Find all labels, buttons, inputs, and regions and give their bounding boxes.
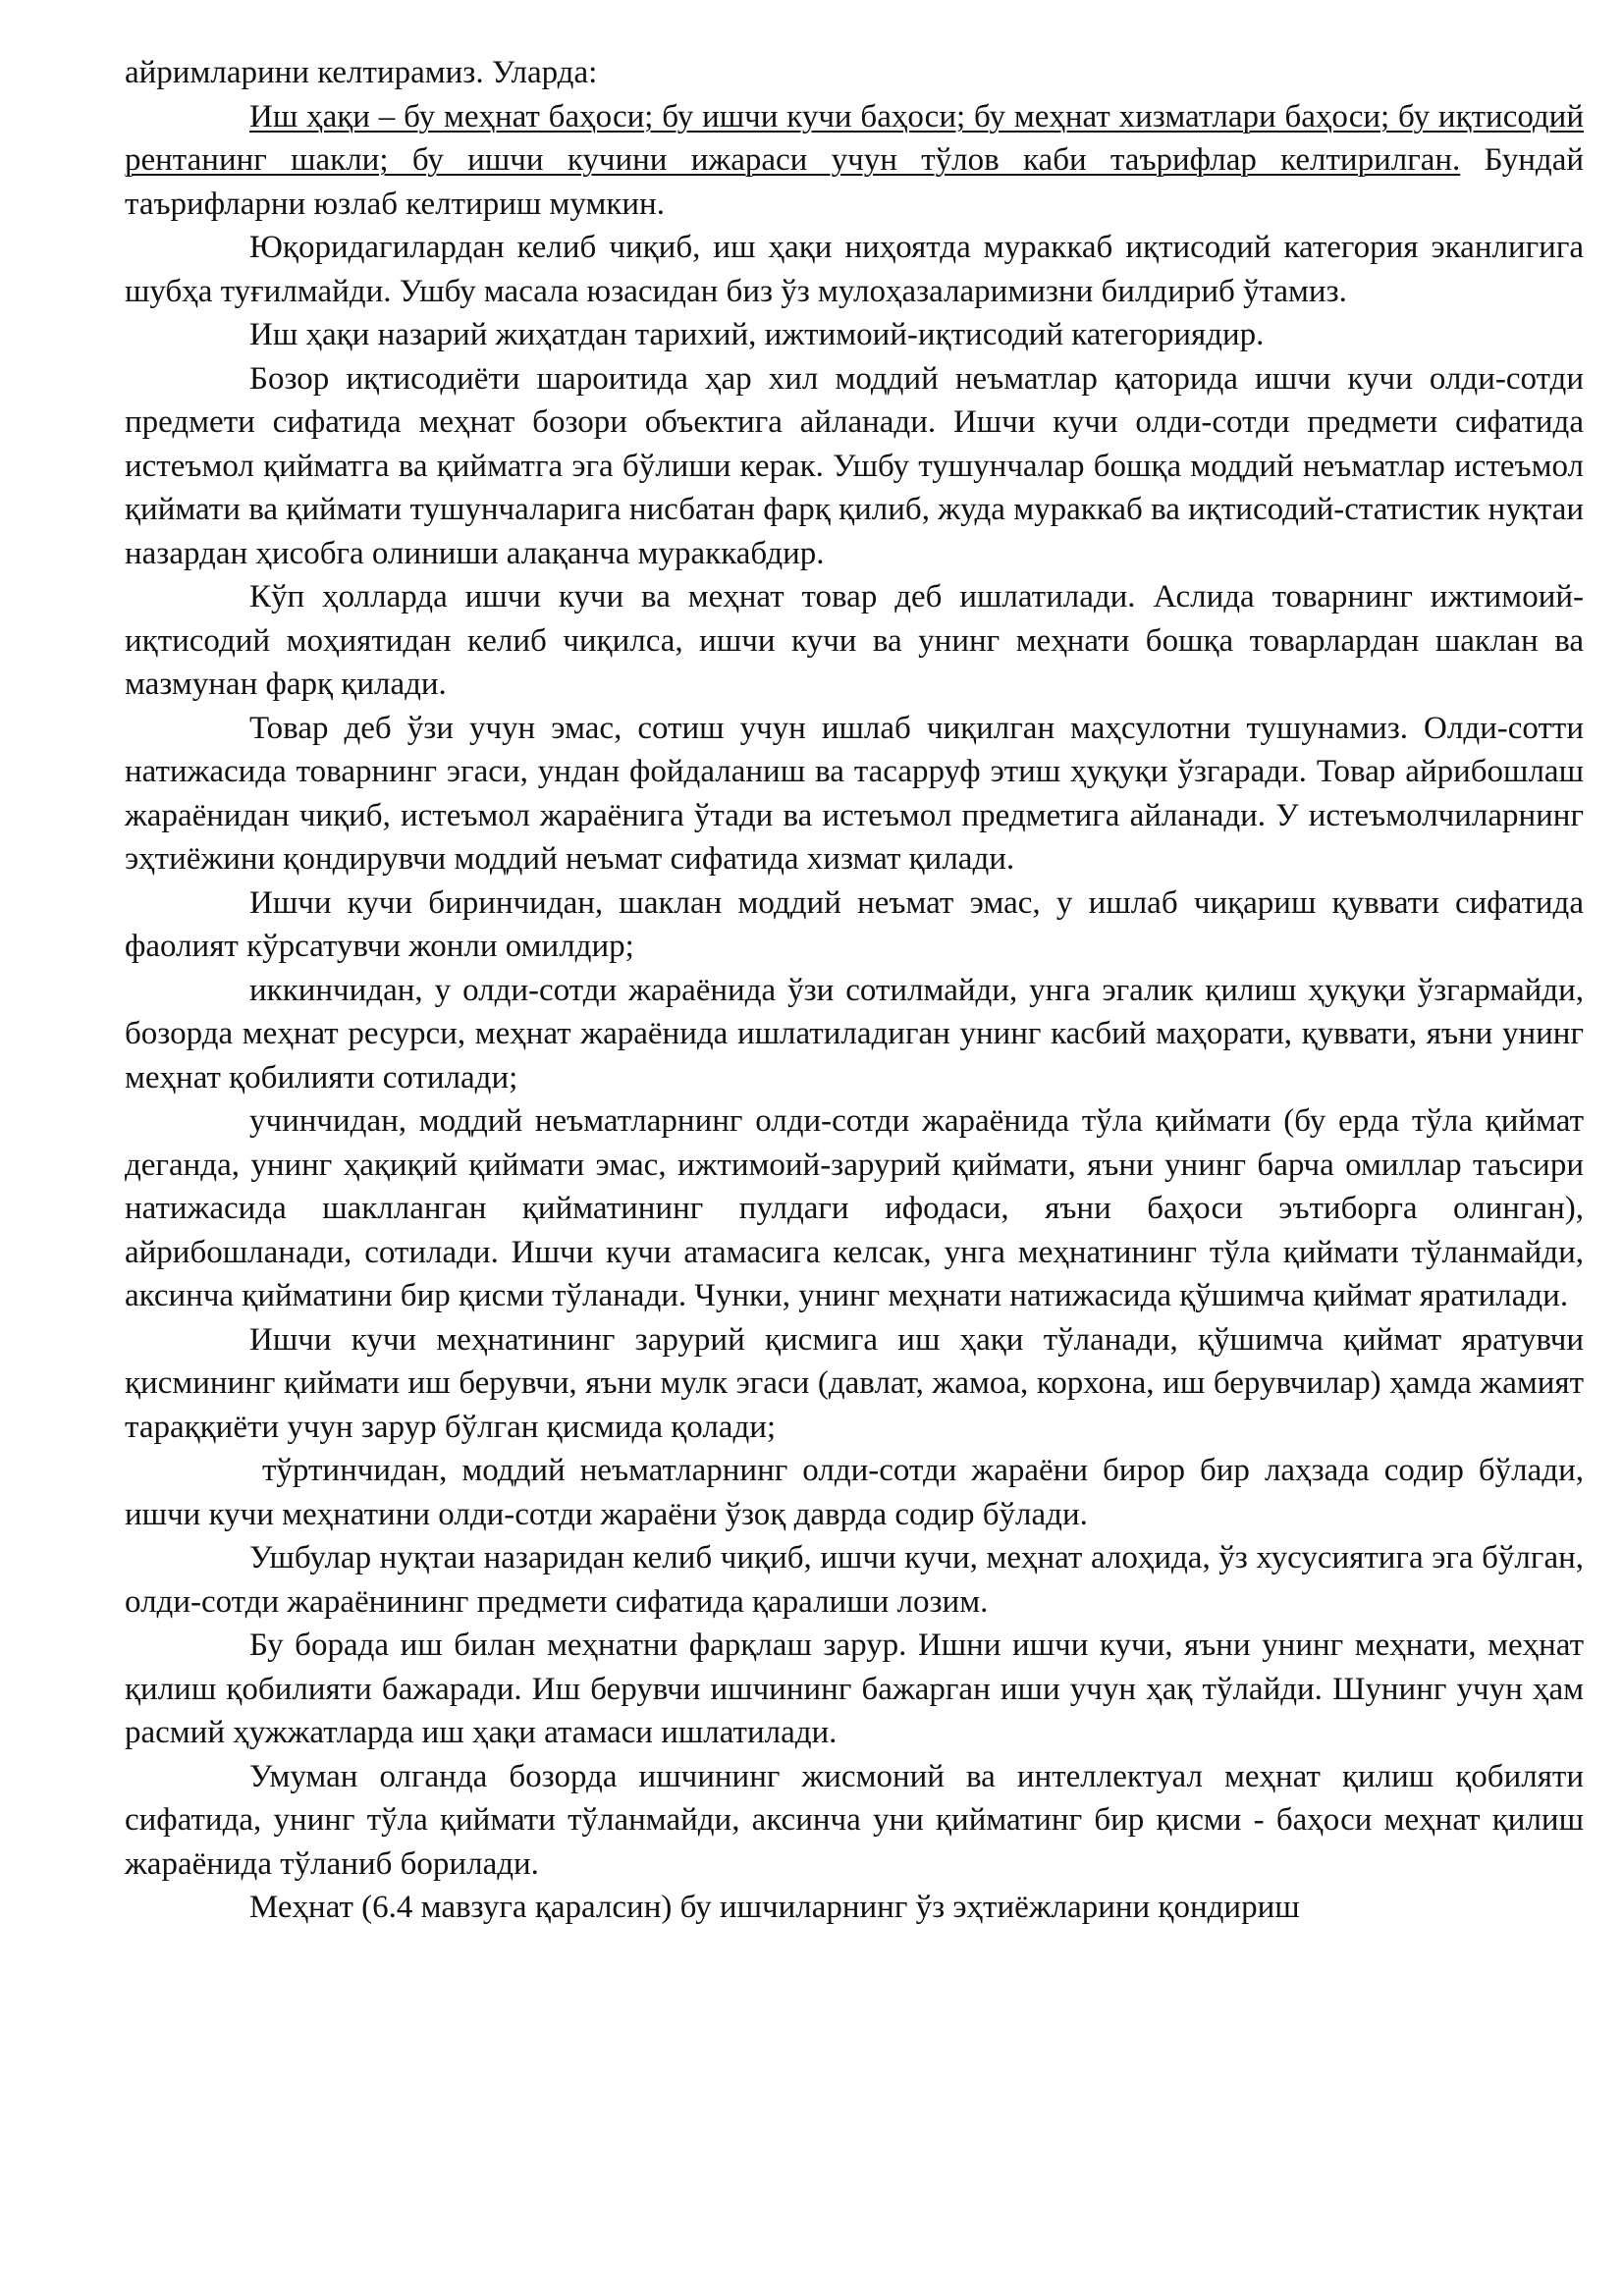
paragraph-14: Умуман олганда бозорда ишчининг жисмоний ва интеллектуал меҳнат қилиш қобиляти сифатида, унинг тўла қиймати тўланмайди, аксинча уни қийматинг бир қисми - баҳоси меҳнат қилиш жараёнида тўланиб борилади.	[125, 1758, 1584, 1882]
paragraph-11: тўртинчидан, моддий неъматларнинг олди-сотди жараёни бирор бир лаҳзада содир бўлади, ишчи кучи меҳнатини олди-сотди жараёни ўзоқ даврда содир бўлади.	[125, 1453, 1584, 1532]
paragraph-intro: айримларини келтирамиз. Уларда:	[125, 55, 598, 90]
paragraph-3: Иш ҳақи назарий жиҳатдан тарихий, ижтимоий-иқтисодий категориядир.	[249, 317, 1265, 352]
paragraph-12: Ушбулар нуқтаи назаридан келиб чиқиб, ишчи кучи, меҳнат алоҳида, ўз хусусиятига эга бўлган, олди-сотди жараёнининг предмети сифатида қаралиши лозим.	[125, 1540, 1584, 1620]
paragraph-5: Кўп ҳолларда ишчи кучи ва меҳнат товар деб ишлатилади. Аслида товарнинг ижтимоий-иқтисодий моҳиятидан келиб чиқилса, ишчи кучи ва унинг меҳнати бошқа товарлардан шаклан ва мазмунан фарқ қилади.	[125, 579, 1584, 702]
document-page	[125, 51, 1584, 1930]
paragraph-2: Юқоридагилардан келиб чиқиб, иш ҳақи ниҳоятда мураккаб иқтисодий категория эканлигига шубҳа туғилмайди. Ушбу масала юзасидан биз ўз мулоҳазаларимизни билдириб ўтамиз.	[125, 230, 1584, 309]
paragraph-10: Ишчи кучи меҳнатининг зарурий қисмига иш ҳақи тўланади, қўшимча қиймат яратувчи қисмининг қиймати иш берувчи, яъни мулк эгаси (давлат, жамоа, корхона, иш берувчилар) ҳамда жамият тараққиёти учун зарур бўлган қисмида қолади;	[125, 1321, 1584, 1445]
paragraph-13: Бу борада иш билан меҳнатни фарқлаш зарур. Ишни ишчи кучи, яъни унинг меҳнати, меҳнат қилиш қобилияти бажаради. Иш берувчи ишчининг бажарган иши учун ҳақ тўлайди. Шунинг учун ҳам расмий ҳужжатларда иш ҳақи атамаси ишлатилади.	[125, 1628, 1584, 1750]
paragraph-definitions	[125, 95, 1584, 227]
paragraph-4: Бозор иқтисодиёти шароитида ҳар хил моддий неъматлар қаторида ишчи кучи олди-сотди предмети сифатида меҳнат бозори объектига айланади. Ишчи кучи олди-сотди предмети сифатида истеъмол қийматга ва қийматга эга бўлиши керак. Ушбу тушунчалар бошқа моддий неъматлар истеъмол қиймати ва қиймати тушунчаларига нисбатан фарқ қилиб, жуда мураккаб ва иқтисодий-статистик нуқтаи назардан ҳисобга олиниши алақанча мураккабдир.	[125, 360, 1584, 571]
paragraph-6: Товар деб ўзи учун эмас, сотиш учун ишлаб чиқилган маҳсулотни тушунамиз. Олди-сотти натижасида товарнинг эгаси, ундан фойдаланиш ва тасарруф этиш ҳуқуқи ўзгаради. Товар айрибошлаш жараёнидан чиқиб, истеъмол жараёнига ўтади ва истеъмол предметига айланади. У истеъмолчиларнинг эҳтиёжини қондирувчи моддий неъмат сифатида хизмат қилади.	[125, 710, 1584, 877]
paragraph-9: учинчидан, моддий неъматларнинг олди-сотди жараёнида тўла қиймати (бу ерда тўла қиймат деганда, унинг ҳақиқий қиймати эмас, ижтимоий-зарурий қиймати, яъни унинг барча омиллар таъсири натижасида шаклланган қийматининг пулдаги ифодаси, яъни баҳоси эътиборга олинган), айрибошланади, сотилади. Ишчи кучи атамасига келсак, унга меҳнатининг тўла қиймати тўланмайди, аксинча қийматини бир қисми тўланади. Чунки, унинг меҳнати натижасида қўшимча қиймат яратилади.	[125, 1103, 1584, 1313]
definitions-tail: Бундай таърифларни юзлаб келтириш мумкин.	[125, 142, 1584, 222]
paragraph-8: иккинчидан, у олди-сотди жараёнида ўзи сотилмайди, унга эгалик қилиш ҳуқуқи ўзгармайди, бозорда меҳнат ресурси, меҳнат жараёнида ишлатиладиган унинг касбий маҳорати, қуввати, яъни унинг меҳнат қобилияти сотилади;	[125, 972, 1584, 1095]
paragraph-7: Ишчи кучи биринчидан, шаклан моддий неъмат эмас, у ишлаб чиқариш қуввати сифатида фаолият кўрсатувчи жонли омилдир;	[125, 884, 1584, 964]
paragraph-15: Меҳнат (6.4 мавзуга қаралсин) бу ишчиларнинг ўз эҳтиёжларини қондириш	[249, 1890, 1300, 1925]
underlined-definitions: Иш ҳақи – бу меҳнат баҳоси; бу ишчи кучи баҳоси; бу меҳнат хизматлари баҳоси; бу иқтисодий рентанинг шакли; бу ишчи кучини ижараси учун тўлов каби таърифлар келтирилган.	[125, 98, 1584, 178]
